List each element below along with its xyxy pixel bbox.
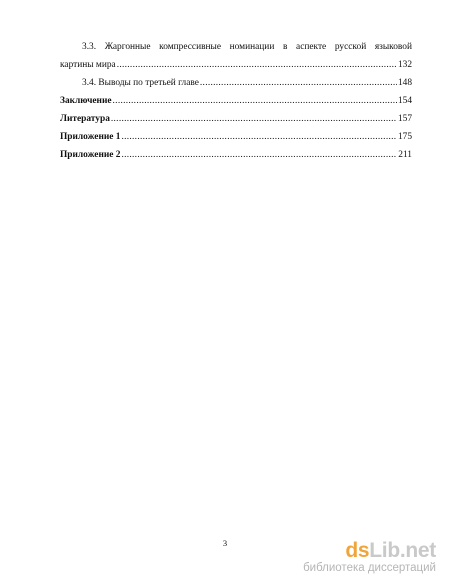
toc-entry-label: Заключение <box>60 96 112 106</box>
toc-entry-label: Приложение 1 <box>60 132 121 142</box>
toc-item-conclusion <box>60 92 412 110</box>
toc-item-appendix-1 <box>60 128 412 146</box>
toc-leader-dots <box>121 146 397 164</box>
toc-word: в <box>282 42 288 52</box>
toc-word: 3.3. <box>82 42 97 52</box>
table-of-contents <box>60 38 412 164</box>
toc-entry-label: Приложение 2 <box>60 150 121 160</box>
toc-page-number: 211 <box>398 150 412 160</box>
toc-page-number: 132 <box>397 60 412 70</box>
toc-entry-label: Литература <box>60 114 110 124</box>
toc-word: русской <box>334 42 367 52</box>
toc-word: Жаргонные <box>104 42 151 52</box>
watermark <box>303 540 436 575</box>
watermark-logo <box>303 540 436 561</box>
toc-item-3-3-first-line <box>60 38 412 56</box>
toc-item-literature <box>60 110 412 128</box>
toc-page-number: 175 <box>397 132 412 142</box>
toc-item-3-4 <box>60 74 412 92</box>
toc-leader-dots <box>121 128 396 146</box>
toc-leader-dots <box>111 110 397 128</box>
toc-item-3-3-second-line <box>60 56 412 74</box>
watermark-brand-part1: ds <box>345 538 370 562</box>
toc-page-number: 148 <box>397 78 412 88</box>
toc-word: номинации <box>229 42 275 52</box>
toc-page-number: 154 <box>397 96 412 106</box>
toc-page-number: 157 <box>397 114 412 124</box>
toc-word: аспекте <box>296 42 327 52</box>
toc-leader-dots <box>117 56 397 74</box>
watermark-subtitle: библиотека диссертаций <box>303 561 436 574</box>
toc-entry-label: картины мира <box>60 60 116 70</box>
toc-item-appendix-2 <box>60 146 412 164</box>
page-number: 3 <box>222 538 228 548</box>
toc-leader-dots <box>200 74 397 92</box>
toc-word: компрессивные <box>159 42 221 52</box>
toc-leader-dots <box>113 92 397 110</box>
toc-word: языковой <box>374 42 412 52</box>
toc-entry-label: 3.4. Выводы по третьей главе <box>82 78 199 88</box>
watermark-brand-part2: Lib.net <box>369 538 436 562</box>
